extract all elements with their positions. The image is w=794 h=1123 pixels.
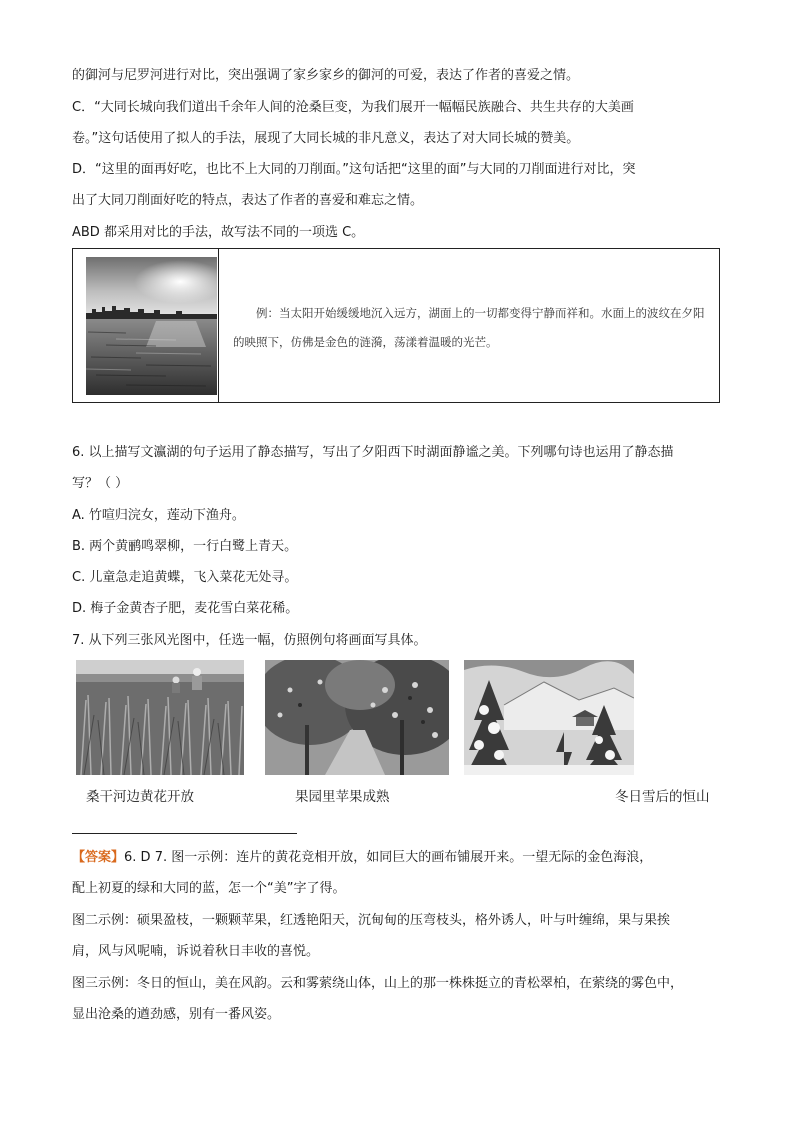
question-6-option-b: B. 两个黄鹂鸣翠柳，一行白鹭上青天。 xyxy=(72,539,298,554)
answer-line: 肩，风与风呢喃，诉说着秋日丰收的喜悦。 xyxy=(72,944,320,959)
question-6-stem: 写？（ ） xyxy=(72,476,129,491)
apple-orchard-photo xyxy=(265,660,449,775)
question-6-option-a: A. 竹喧归浣女，莲动下渔舟。 xyxy=(72,508,245,523)
answer-tag: 【答案】 xyxy=(72,850,125,865)
caption-flower-field: 桑干河边黄花开放 xyxy=(86,789,194,805)
answer-line: 配上初夏的绿和大同的蓝，怎一个“美”字了得。 xyxy=(72,881,346,896)
analysis-line: 的御河与尼罗河进行对比，突出强调了家乡家乡的御河的可爱，表达了作者的喜爱之情。 xyxy=(72,68,580,83)
analysis-option-c: C．“大同长城向我们道出千余年人间的沧桑巨变，为我们展开一幅幅民族融合、共生共存的大美画 xyxy=(72,100,634,115)
caption-snowy-mountain: 冬日雪后的恒山 xyxy=(615,789,710,805)
question-7-stem: 7. 从下列三张风光图中，任选一幅，仿照例句将画面写具体。 xyxy=(72,633,427,648)
snowy-mountain-photo xyxy=(464,660,634,775)
answer-text: 6. D 7. 图一示例：连片的黄花竞相开放，如同巨大的画布铺展开来。一望无际的金色海浪， xyxy=(124,850,653,865)
answer-example-2: 图二示例：硕果盈枝，一颗颗苹果，红透艳阳天，沉甸甸的压弯枝头，格外诱人，叶与叶缠绵，果与果挨 xyxy=(72,913,671,928)
analysis-conclusion: ABD 都采用对比的手法，故写法不同的一项选 C。 xyxy=(72,225,365,240)
example-table xyxy=(72,248,720,403)
flower-field-photo xyxy=(76,660,244,775)
analysis-line: 出了大同刀削面好吃的特点，表达了作者的喜爱和难忘之情。 xyxy=(72,193,424,208)
answer-line: 显出沧桑的遒劲感，别有一番风姿。 xyxy=(72,1007,281,1022)
analysis-line: 卷。”这句话使用了拟人的手法，展现了大同长城的非凡意义，表达了对大同长城的赞美。 xyxy=(72,131,580,146)
caption-apple-orchard: 果园里苹果成熟 xyxy=(295,789,390,805)
answer-line xyxy=(72,848,652,868)
divider-line xyxy=(72,833,297,834)
question-6-option-d: D. 梅子金黄杏子肥，麦花雪白菜花稀。 xyxy=(72,601,299,616)
question-6-stem: 6. 以上描写文瀛湖的句子运用了静态描写，写出了夕阳西下时湖面静谧之美。下列哪句诗也运用了静态描 xyxy=(72,445,674,460)
table-divider xyxy=(218,249,219,402)
question-6-option-c: C. 儿童急走追黄蝶，飞入菜花无处寻。 xyxy=(72,570,298,585)
answer-example-3: 图三示例：冬日的恒山，美在风韵。云和雾萦绕山体，山上的那一株株挺立的青松翠柏，在萦绕的雾色中， xyxy=(72,976,684,991)
analysis-option-d: D．“这里的面再好吃，也比不上大同的刀削面。”这句话把“这里的面”与大同的刀削面进行对比，突 xyxy=(72,162,636,177)
example-sentence: 例：当太阳开始缓缓地沉入远方，湖面上的一切都变得宁静而祥和。水面上的波纹在夕阳的映照下，仿佛是金色的涟漪，荡漾着温暖的光芒。 xyxy=(233,306,705,349)
lake-sunset-photo xyxy=(86,257,217,395)
